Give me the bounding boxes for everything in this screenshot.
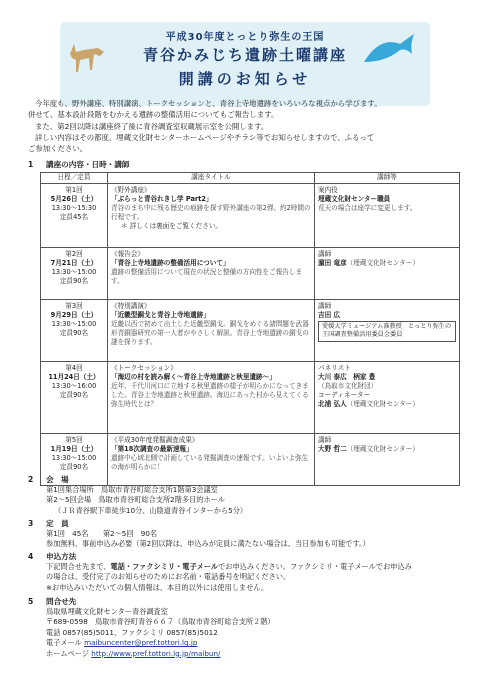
- section-number: 3: [28, 519, 34, 528]
- row-date-cell: [41, 362, 108, 434]
- row-lecturer-cell: [315, 300, 460, 362]
- row-title-cell: [108, 184, 315, 248]
- lecturer-name: 大野 哲二: [318, 445, 347, 453]
- session-kind: 《野外講座》: [111, 186, 151, 194]
- section-title: 問合せ先: [46, 597, 77, 606]
- venue-line: 第1回集合場所 鳥取市青谷町総合支所1階第3会議室: [46, 485, 218, 494]
- session-title: 「青谷上寺地遺跡の整備活用について」: [111, 259, 230, 267]
- row-date-cell: [41, 300, 108, 362]
- lecturer-name: 濵田 竜彦: [318, 259, 347, 267]
- intro-line: ご参加ください。: [28, 144, 88, 154]
- session-capacity: 定員90名: [59, 277, 89, 285]
- venue-lines: [46, 485, 247, 516]
- lecturer-role: コーディネーター: [318, 391, 371, 399]
- row-date-cell: [41, 184, 108, 248]
- table-row: [41, 434, 460, 486]
- lecturer-role: 案内役: [318, 186, 338, 194]
- table-row: [41, 300, 460, 362]
- table-header-row: [41, 173, 460, 184]
- contact-line: 〒689-0598 鳥取市青谷町青谷６６７（鳥取市青谷町総合支所２階）: [46, 617, 275, 627]
- application-lines: [46, 562, 412, 593]
- row-lecturer-cell: [315, 248, 460, 300]
- session-kind: 《報告会》: [111, 250, 144, 258]
- table-row: [41, 362, 460, 434]
- session-date: 11月24日（土）: [48, 373, 100, 381]
- session-number: 第3回: [65, 302, 83, 310]
- session-capacity: 定員90名: [59, 391, 89, 399]
- table-row: [41, 184, 460, 248]
- session-time: 13:30～15:00: [51, 320, 97, 328]
- lecturer-affiliation: （埋蔵文化財センター）: [346, 259, 419, 267]
- web-label: ホームページ: [46, 648, 89, 658]
- session-desc: 遺跡の整備活用について現在の状況と整備の方向性をご報告します。: [111, 268, 303, 285]
- venue-line: 第2～5回会場 鳥取市青谷町総合支所2階多目的ホール: [46, 495, 225, 505]
- lecturer-name: 埋蔵文化財センター職員: [318, 195, 391, 203]
- fish-icon: [360, 32, 416, 72]
- session-capacity: 定員90名: [59, 329, 89, 337]
- session-kind: 《特別講演》: [111, 302, 151, 310]
- row-lecturer-cell: [315, 184, 460, 248]
- contact-line: [46, 638, 275, 648]
- capacity-lines: [46, 529, 370, 550]
- lecturer-name: 吉田 広: [318, 311, 341, 319]
- session-number: 第2回: [65, 250, 83, 258]
- session-time: 13:30～15:30: [51, 204, 97, 212]
- contact-line: 電話 0857(85)5011、ファクシミリ 0857(85)5012: [46, 627, 218, 637]
- col-header-lecturer: 講師等: [315, 173, 460, 184]
- header-title2: 開講のお知らせ: [178, 70, 312, 88]
- row-title-cell: [108, 300, 315, 362]
- row-date-cell: [41, 248, 108, 300]
- table-row: [41, 248, 460, 300]
- session-number: 第4回: [65, 364, 83, 372]
- section-title: 定 員: [46, 519, 69, 528]
- application-line: の場合は、受付完了のお知らせのためにお名前・電話番号を明記ください。: [46, 572, 291, 582]
- lecturer-note: 愛媛大学ミュージアム准教授 とっとり弥生の王国調査整備活用委員会委員: [318, 321, 456, 342]
- intro-line: また、第2回以降は講座終了後に青谷調査室収蔵展示室を公開します。: [35, 121, 269, 131]
- session-time: 13:30～16:00: [51, 382, 97, 390]
- schedule-table: [40, 172, 460, 486]
- col-header-date: 日程／定員: [41, 173, 108, 184]
- lecturer-role: 講師: [318, 250, 332, 258]
- session-kind: 《トークセッション》: [111, 364, 177, 372]
- row-title-cell: [108, 362, 315, 434]
- application-text: 下記問合せ先まで、: [46, 562, 111, 571]
- application-text: でお申込みください。ファクシミリ・電子メールでお申込み: [218, 562, 412, 571]
- session-desc: 近年、千代川河口に立地する秋里遺跡の様子が明らかになってきました。青谷上寺地遺跡と秋里遺跡。海辺にあった村から見えてくる弥生時代とは？: [111, 382, 309, 408]
- web-link[interactable]: http://www.pref.tottori.lg.jp/maibun/: [91, 648, 221, 658]
- session-number: 第5回: [65, 436, 83, 444]
- session-title: 「第18次調査の最新速報」: [111, 445, 193, 453]
- session-time: 13:30～15:00: [51, 454, 97, 462]
- session-kind: 《平成30年度発掘調査成果》: [111, 436, 199, 444]
- row-lecturer-cell: [315, 362, 460, 434]
- section-number: 1: [28, 160, 34, 169]
- session-date: 5月26日（土）: [50, 195, 98, 203]
- section-number: 2: [28, 475, 34, 484]
- intro-line: 詳しい内容はその都度、埋蔵文化財センターホームページやチラシ等でお知らせしますので、ふるって: [35, 132, 375, 142]
- application-methods: 電話・ファクシミリ・電子メール: [110, 562, 219, 571]
- session-desc: 遺跡中心域北側で計画している発掘調査の速報です。いよいよ弥生の海が明らかに！: [111, 454, 309, 471]
- session-desc: 近畿以西で初めて出土した近畿型銅戈。銅戈をめぐる諸問題を武器形青銅器研究の第一人者がやさしく解説。青谷上寺地遺跡の銅戈の謎を探ります。: [111, 320, 309, 346]
- capacity-line: 参加無料、事前申込み必要（第2回以降は、申込みが定員に満たない場合は、当日参加も可能です。）: [46, 539, 370, 549]
- session-desc: 青谷のまち中に残る歴史の痕跡を探す野外講座の第2弾。約2時間の行程です。: [111, 204, 311, 221]
- section-1-heading: [28, 159, 130, 170]
- section-title: 申込方法: [46, 552, 77, 561]
- session-date: 9月29日（土）: [50, 311, 98, 319]
- section-5-heading: [28, 596, 76, 607]
- lecturer-name: 大川 泰広 柄家 豊: [318, 373, 376, 381]
- intro-line: 併せて、基本設計段階をむかえる遺跡の整備活用についてもご報告します。: [28, 110, 279, 120]
- lecturer-name: 北浦 弘人: [318, 400, 347, 408]
- application-line: ※お申込みいただいての個人情報は、本目的以外には使用しません。: [46, 582, 269, 592]
- lecturer-affiliation: （埋蔵文化財センター）: [346, 445, 419, 453]
- deer-icon: [64, 40, 108, 80]
- session-extra: ＊ 詳しくは裏面をご覧ください。: [121, 222, 223, 230]
- section-title: 会 場: [46, 475, 69, 484]
- intro-text: [28, 98, 468, 154]
- lecturer-role: 講師: [318, 436, 332, 444]
- lecturer-affiliation: （鳥取市文化財団）: [318, 382, 378, 390]
- session-capacity: 定員45名: [59, 213, 89, 221]
- row-title-cell: [108, 248, 315, 300]
- contact-lines: [46, 607, 275, 659]
- section-number: 4: [28, 552, 34, 561]
- header-subtitle: 平成30年度とっとり弥生の王国: [165, 32, 325, 43]
- contact-line: 鳥取県埋蔵文化財センター青谷調査室: [46, 607, 168, 616]
- lecturer-role: 講師: [318, 302, 332, 310]
- session-title: 「海辺の村を読み解く～青谷上寺地遺跡と秋里遺跡～」: [111, 373, 276, 381]
- session-number: 第1回: [65, 186, 83, 194]
- email-link[interactable]: maibuncenter@pref.tottori.lg.jp: [84, 638, 198, 648]
- capacity-line: 第1回 45名 第2～5回 90名: [46, 529, 158, 538]
- lecturer-note: 荒天の場合は座学に変更します。: [318, 204, 417, 212]
- lecturer-role: パネリスト: [318, 364, 351, 372]
- section-3-heading: [28, 518, 69, 529]
- section-2-heading: [28, 474, 69, 485]
- intro-line: 今年度も、野外講座、特別講演、トークセッションと、青谷上寺地遺跡をいろいろな視点から学びます。: [35, 99, 382, 108]
- section-title: 講座の内容・日時・講師: [46, 160, 130, 169]
- email-label: 電子メール: [46, 638, 82, 648]
- lecturer-affiliation: （埋蔵文化財センター）: [346, 400, 419, 408]
- session-date: 1月19日（土）: [50, 445, 98, 453]
- session-time: 13:30～15:00: [51, 268, 97, 276]
- section-4-heading: [28, 551, 76, 562]
- application-line: [46, 562, 412, 572]
- session-date: 7月21日（土）: [50, 259, 98, 267]
- header-title: 青谷かみじち遺跡土曜講座: [142, 46, 347, 64]
- venue-line: （ＪＲ青谷駅下車徒歩10分、山陰道青谷インターから5分）: [54, 505, 248, 515]
- row-lecturer-cell: [315, 434, 460, 486]
- row-title-cell: [108, 434, 315, 486]
- col-header-title: 講座タイトル: [108, 173, 315, 184]
- session-capacity: 定員90名: [59, 463, 89, 471]
- section-number: 5: [28, 597, 34, 606]
- session-title: 「ぶらっと青谷れきし学 Part2」: [111, 195, 213, 203]
- session-title: 「近畿型銅戈と青谷上寺地遺跡」: [111, 311, 210, 319]
- contact-line: [46, 649, 275, 659]
